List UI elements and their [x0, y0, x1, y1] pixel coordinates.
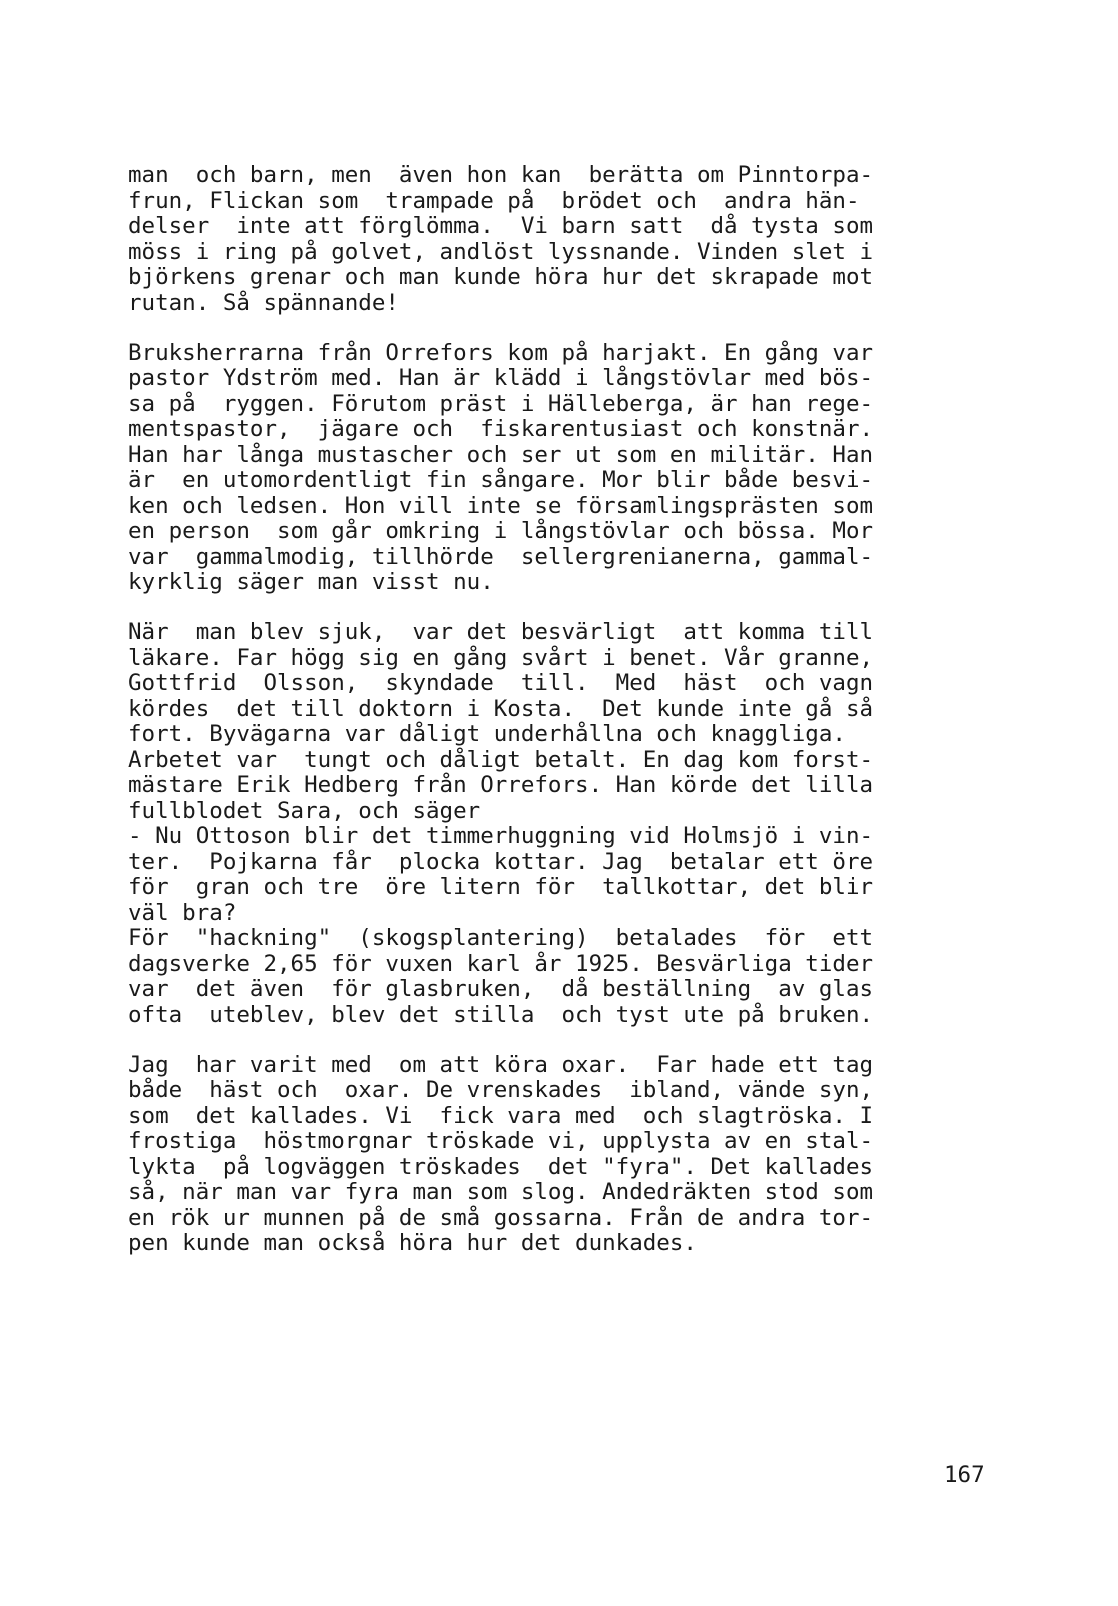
page-number: 167 — [944, 1462, 985, 1488]
text-line: - Nu Ottoson blir det timmerhuggning vid Holmsjö i vin- — [128, 823, 874, 849]
text-line: väl bra? — [128, 899, 237, 926]
text-line: mentspastor, jägare och fiskarentusiast och konstnär. — [128, 416, 874, 442]
paragraph-4 — [128, 1053, 988, 1257]
text-line: lykta på logväggen tröskades det "fyra". Det kallades — [128, 1153, 874, 1180]
text-line: frun, Flickan som trampade på brödet och andra hän- — [128, 187, 860, 214]
text-line: björkens grenar och man kunde höra hur det skrapade mot — [128, 264, 874, 290]
paragraph-2 — [128, 341, 988, 596]
text-line: ken och ledsen. Hon vill inte se församlingsprästen som — [128, 492, 874, 519]
text-line: frostiga höstmorgnar tröskade vi, upplysta av en stal- — [128, 1128, 874, 1154]
text-line: fullblodet Sara, och säger — [128, 797, 481, 824]
text-line: var gammalmodig, tillhörde sellergrenianerna, gammal- — [128, 543, 874, 570]
text-line: ofta uteblev, blev det stilla och tyst ute på bruken. — [128, 1001, 874, 1028]
text-line: Gottfrid Olsson, skyndade till. Med häst och vagn — [128, 670, 874, 696]
text-line: fort. Byvägarna var dåligt underhållna och knaggliga. — [128, 721, 846, 747]
text-line: var det även för glasbruken, då beställning av glas — [128, 976, 874, 1002]
text-line: mästare Erik Hedberg från Orrefors. Han körde det lilla — [128, 772, 874, 798]
text-line: delser inte att förglömma. Vi barn satt då tysta som — [128, 213, 874, 239]
text-line: man och barn, men även hon kan berätta om Pinntorpa- — [128, 162, 874, 188]
text-line: pastor Ydström med. Han är klädd i långstövlar med bös- — [128, 365, 874, 391]
text-line: sa på ryggen. Förutom präst i Hälleberga, är han rege- — [128, 390, 874, 417]
text-line: både häst och oxar. De vrenskades ibland, vände syn, — [128, 1077, 874, 1103]
text-line: Jag har varit med om att köra oxar. Far hade ett tag — [128, 1051, 874, 1078]
text-line: läkare. Far högg sig en gång svårt i benet. Vår granne, — [128, 644, 874, 671]
text-line: Bruksherrarna från Orrefors kom på harjakt. En gång var — [128, 339, 874, 366]
text-line: rutan. Så spännande! — [128, 289, 399, 316]
text-line: Arbetet var tungt och dåligt betalt. En dag kom forst- — [128, 746, 874, 773]
text-line: dagsverke 2,65 för vuxen karl år 1925. Besvärliga tider — [128, 950, 874, 977]
text-line: kyrklig säger man visst nu. — [128, 569, 494, 595]
text-line: en rök ur munnen på de små gossarna. Från de andra tor- — [128, 1204, 874, 1231]
text-line: pen kunde man också höra hur det dunkades. — [128, 1230, 697, 1256]
text-line: kördes det till doktorn i Kosta. Det kunde inte gå så — [128, 695, 874, 722]
text-line: en person som går omkring i långstövlar och bössa. Mor — [128, 518, 874, 544]
text-line: möss i ring på golvet, andlöst lyssnande. Vinden slet i — [128, 238, 874, 265]
paragraph-3 — [128, 620, 988, 1028]
text-line: som det kallades. Vi fick vara med och slagtröska. I — [128, 1102, 874, 1129]
text-line: För "hackning" (skogsplantering) betalades för ett — [128, 925, 874, 951]
text-line: så, när man var fyra man som slog. Andedräkten stod som — [128, 1179, 874, 1205]
text-line: för gran och tre öre litern för tallkottar, det blir — [128, 874, 874, 900]
text-line: är en utomordentligt fin sångare. Mor blir både besvi- — [128, 467, 874, 493]
text-line: ter. Pojkarna får plocka kottar. Jag betalar ett öre — [128, 848, 874, 875]
paragraph-1 — [128, 163, 988, 316]
text-line: Han har långa mustascher och ser ut som en militär. Han — [128, 441, 874, 468]
body-text — [128, 163, 988, 1281]
text-line: När man blev sjuk, var det besvärligt att komma till — [128, 619, 874, 645]
